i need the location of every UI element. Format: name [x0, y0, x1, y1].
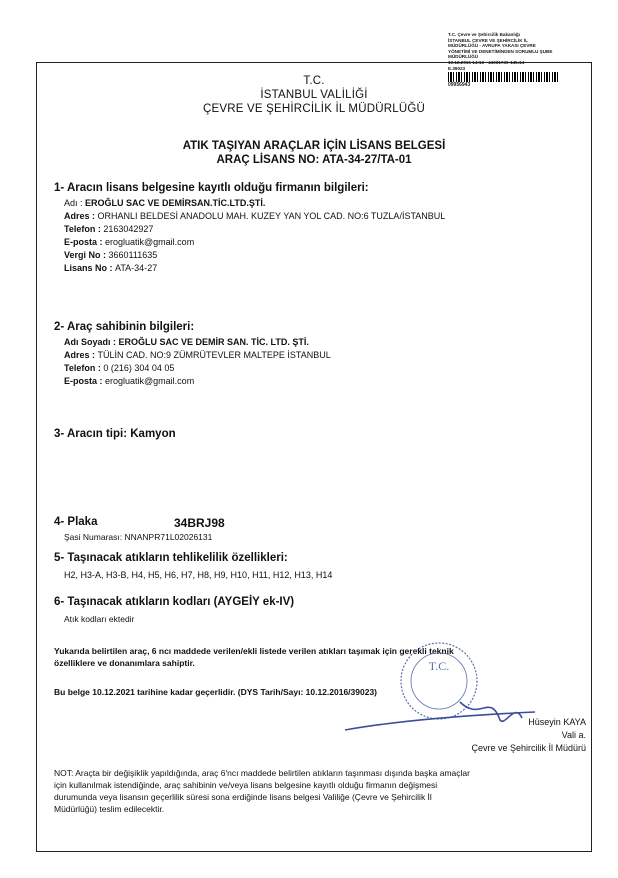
firm-email-label: E-posta : — [64, 237, 106, 247]
owner-phone-label: Telefon : — [64, 363, 104, 373]
firm-name-row — [64, 197, 265, 209]
firm-tax-value: 3660111635 — [108, 250, 158, 260]
esig-line: MÜDÜRLÜĞÜ — [448, 54, 479, 60]
firm-address-row — [64, 210, 445, 222]
chassis-value: NNANPR71L02026131 — [124, 532, 213, 542]
owner-address-label: Adres : — [64, 350, 98, 360]
validity-text: Bu belge 10.12.2021 tarihine kadar geçerlidir. (DYS Tarih/Sayı: 10.12.2016/39023) — [54, 687, 378, 697]
esig-line: 10.12.2016 14:13 - 44931749-145.14- — [448, 59, 526, 65]
plate-number: 34BRJ98 — [174, 516, 225, 530]
owner-phone-value: 0 (216) 304 04 05 — [103, 363, 175, 373]
firm-address-label: Adres : — [64, 211, 98, 221]
chassis-row — [64, 531, 212, 543]
waste-codes-text: Atık kodları ektedir — [64, 614, 135, 624]
section4-heading: 4- Plaka — [54, 516, 98, 528]
firm-name-value: EROĞLU SAC VE DEMİRSAN.TİC.LTD.ŞTİ. — [85, 198, 266, 208]
firm-phone-value: 2163042927 — [103, 224, 154, 234]
owner-address-row — [64, 349, 331, 361]
firm-name-label: Adı : — [64, 198, 86, 208]
firm-email-row — [64, 236, 194, 248]
owner-name-value: EROĞLU SAC VE DEMİR SAN. TİC. LTD. ŞTİ. — [118, 337, 309, 347]
chassis-label: Şasi Numarası: — [64, 532, 125, 542]
owner-email-label: E-posta : — [64, 376, 106, 386]
firm-license-row — [64, 262, 157, 274]
note-line: durumunda veya lisansın geçerlilik süresi sona erdiğinde lisans belgesi Valiliğe (Çevre ve Şehircilik İl — [54, 792, 432, 802]
section1-heading: 1- Aracın lisans belgesine kayıtlı olduğu firmanın bilgileri: — [54, 182, 369, 194]
header-tc: T.C. — [303, 75, 325, 87]
hazard-codes: H2, H3-A, H3-B, H4, H5, H6, H7, H8, H9, H10, H11, H12, H13, H14 — [64, 570, 333, 580]
statement-line1: Yukarıda belirtilen araç, 6 ncı maddede verilen/ekli listede verilen atıkları taşımak için gerekli teknik — [54, 646, 454, 656]
document-title: ATIK TAŞIYAN ARAÇLAR İÇİN LİSANS BELGESİ — [182, 140, 446, 152]
header-governorship: İSTANBUL VALİLİĞİ — [260, 89, 368, 101]
esig-line: E.39023 — [448, 65, 466, 71]
note-block — [54, 767, 574, 815]
header-directorate: ÇEVRE VE ŞEHİRCİLİK İL MÜDÜRLÜĞÜ — [203, 103, 425, 115]
owner-email-value: erogluatik@gmail.com — [105, 376, 195, 386]
note-line: NOT: Araçta bir değişiklik yapıldığında, araç 6'ncı maddede belirtilen atıkların taşınması dışında başka amaçlar — [54, 768, 470, 778]
owner-address-value: TÜLİN CAD. NO:9 ZÜMRÜTEVLER MALTEPE İSTANBUL — [97, 350, 331, 360]
esig-line: T.C. Çevre ve Şehircilik Bakanlığı — [448, 32, 521, 37]
firm-license-value: ATA-34-27 — [115, 263, 158, 273]
owner-email-row — [64, 375, 194, 387]
owner-phone-row — [64, 362, 174, 374]
section5-heading: 5- Taşınacak atıkların tehlikelilik özellikleri: — [54, 552, 288, 564]
firm-email-value: erogluatik@gmail.com — [105, 237, 195, 247]
owner-name-row — [64, 336, 309, 348]
document-number: 09956943 — [448, 82, 471, 89]
signatory-name: Hüseyin KAYA — [528, 717, 586, 727]
firm-tax-label: Vergi No : — [64, 250, 109, 260]
note-line: için kullanılmak istendiğinde, araç sahibinin ve/veya lisans belgesine kayıtlı olduğu firmanın değişmesi — [54, 780, 438, 790]
esig-line: MÜDÜRLÜĞÜ - AVRUPA YAKASI ÇEVRE — [448, 43, 536, 49]
firm-address-value: ORHANLI BELDESİ ANADOLU MAH. KUZEY YAN YOL CAD. NO:6 TUZLA/İSTANBUL — [97, 211, 446, 221]
firm-phone-row — [64, 223, 153, 235]
firm-tax-row — [64, 249, 157, 261]
seal-text: T.C. — [428, 659, 450, 673]
signatory-role: Vali a. — [561, 730, 586, 740]
statement-line2: özelliklere ve donanımlara sahiptir. — [54, 658, 195, 668]
firm-license-label: Lisans No : — [64, 263, 116, 273]
esig-line: İSTANBUL ÇEVRE VE ŞEHİRCİLİK İL — [448, 37, 528, 43]
owner-name-label: Adı Soyadı : — [64, 337, 119, 347]
section3-vehicle-type: 3- Aracın tipi: Kamyon — [54, 428, 176, 440]
note-line: Müdürlüğü) teslim edilecektir. — [54, 804, 165, 814]
esig-line: YÖNETİMİ VE DENETİMİNDEN SORUMLU ŞUBE — [448, 48, 553, 54]
license-number: ARAÇ LİSANS NO: ATA-34-27/TA-01 — [216, 154, 412, 166]
signatory-office: Çevre ve Şehircilik İl Müdürü — [471, 743, 586, 753]
section6-heading: 6- Taşınacak atıkların kodları (AYGEİY ek-IV) — [54, 596, 295, 608]
section2-heading: 2- Araç sahibinin bilgileri: — [54, 321, 195, 333]
firm-phone-label: Telefon : — [64, 224, 104, 234]
